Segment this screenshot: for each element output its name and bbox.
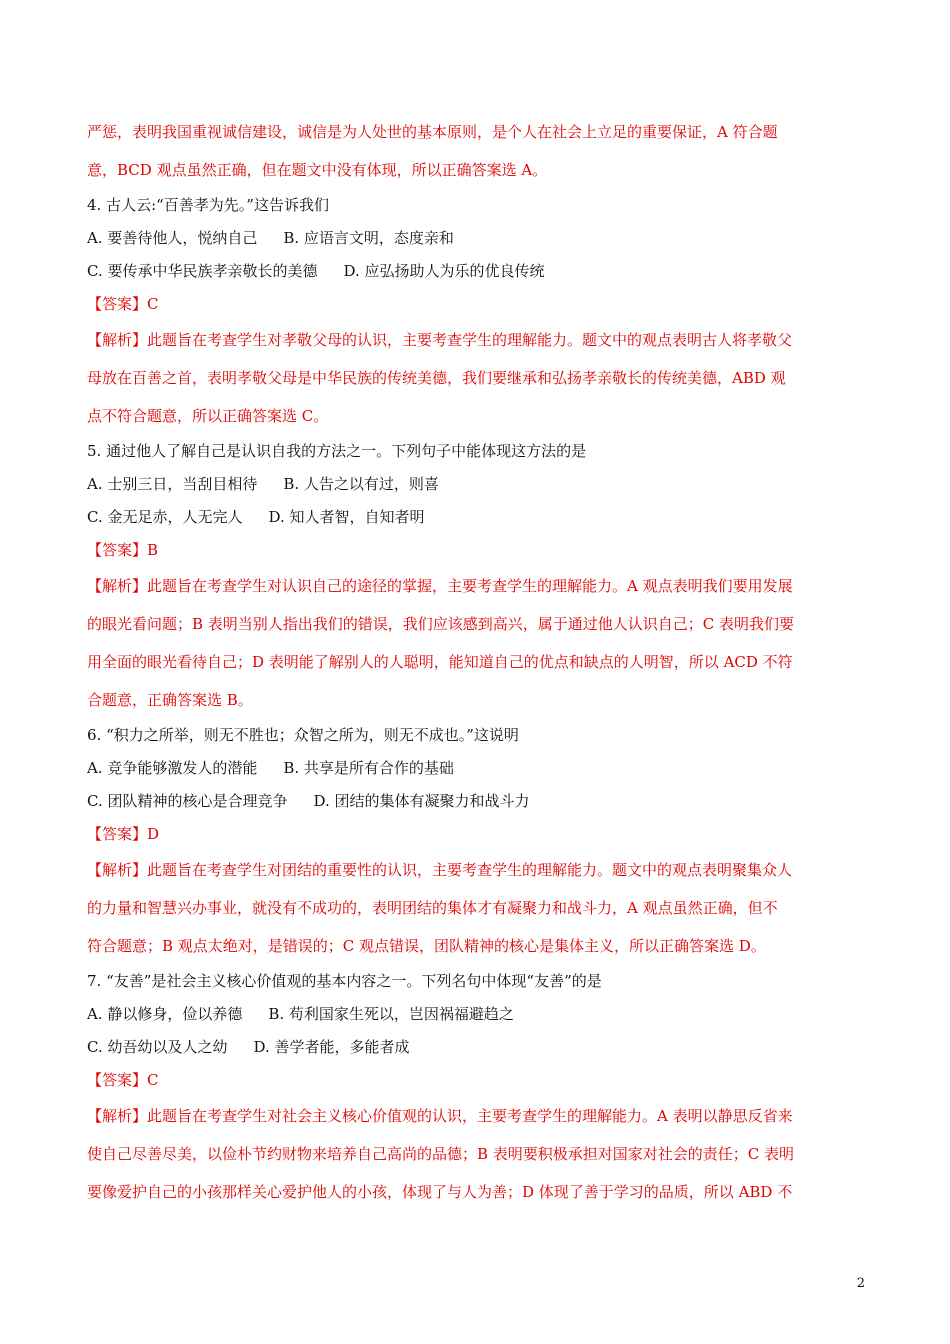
options-row	[87, 1031, 867, 1064]
analysis-line: 【解析】此题旨在考查学生对社会主义核心价值观的认识，主要考查学生的理解能力。A 表明以静思反省来	[87, 1107, 793, 1125]
analysis-line: 【解析】此题旨在考查学生对团结的重要性的认识，主要考查学生的理解能力。题文中的观点表明聚集众人	[87, 861, 793, 879]
document-content	[87, 113, 867, 1211]
answer-label: 【答案】C	[87, 295, 159, 313]
analysis-line: 符合题意；B 观点太绝对，是错误的；C 观点错误，团队精神的核心是集体主义，所以正确答案选 D。	[87, 937, 766, 955]
options-row	[87, 752, 867, 785]
analysis-line: 严惩，表明我国重视诚信建设，诚信是为人处世的基本原则，是个人在社会上立足的重要保证，A 符合题	[87, 123, 778, 141]
options-row	[87, 785, 867, 818]
answer-label: 【答案】C	[87, 1071, 159, 1089]
option-text: B. 应语言文明，态度亲和	[283, 229, 454, 247]
option-text: C. 幼吾幼以及人之幼	[87, 1038, 228, 1056]
option-text: D. 善学者能，多能者成	[253, 1038, 410, 1056]
analysis-line: 要像爱护自己的小孩那样关心爱护他人的小孩，体现了与人为善；D 体现了善于学习的品质，所以 ABD 不	[87, 1183, 793, 1201]
analysis-line: 母放在百善之首，表明孝敬父母是中华民族的传统美德，我们要继承和弘扬孝亲敬长的传统美德，ABD 观	[87, 369, 786, 387]
option-text: B. 苟利国家生死以，岂因祸福避趋之	[268, 1005, 514, 1023]
option-text: C. 要传承中华民族孝亲敬长的美德	[87, 262, 318, 280]
analysis-line: 使自己尽善尽美，以俭朴节约财物来培养自己高尚的品德；B 表明要积极承担对国家对社会的责任；C 表明	[87, 1145, 795, 1163]
analysis-line: 【解析】此题旨在考查学生对认识自己的途径的掌握，主要考查学生的理解能力。A 观点表明我们要用发展	[87, 577, 793, 595]
option-text: B. 人告之以有过，则喜	[283, 475, 439, 493]
option-text: D. 应弘扬助人为乐的优良传统	[343, 262, 545, 280]
option-text: D. 知人者智，自知者明	[268, 508, 425, 526]
analysis-line: 的眼光看问题；B 表明当别人指出我们的错误，我们应该感到高兴，属于通过他人认识自己；C 表明我们要	[87, 615, 795, 633]
answer-label: 【答案】D	[87, 825, 160, 843]
option-text: A. 竞争能够激发人的潜能	[87, 759, 258, 777]
question-stem: 6. “积力之所举，则无不胜也；众智之所为，则无不成也。”这说明	[87, 726, 519, 744]
options-row	[87, 501, 867, 534]
analysis-line: 点不符合题意，所以正确答案选 C。	[87, 407, 329, 425]
option-text: C. 团队精神的核心是合理竞争	[87, 792, 288, 810]
question-stem: 5. 通过他人了解自己是认识自我的方法之一。下列句子中能体现这方法的是	[87, 442, 587, 460]
option-text: A. 士别三日，当刮目相待	[87, 475, 258, 493]
option-text: B. 共享是所有合作的基础	[283, 759, 454, 777]
answer-label: 【答案】B	[87, 541, 159, 559]
question-stem: 7. “友善”是社会主义核心价值观的基本内容之一。下列名句中体现“友善”的是	[87, 972, 602, 990]
options-row	[87, 222, 867, 255]
analysis-line: 用全面的眼光看待自己；D 表明能了解别人的人聪明，能知道自己的优点和缺点的人明智，所以 ACD 不符	[87, 653, 793, 671]
analysis-line: 【解析】此题旨在考查学生对孝敬父母的认识，主要考查学生的理解能力。题文中的观点表明古人将孝敬父	[87, 331, 793, 349]
page-number: 2	[856, 1276, 865, 1291]
analysis-line: 意，BCD 观点虽然正确，但在题文中没有体现，所以正确答案选 A。	[87, 161, 548, 179]
option-text: D. 团结的集体有凝聚力和战斗力	[313, 792, 530, 810]
options-row	[87, 255, 867, 288]
option-text: C. 金无足赤，人无完人	[87, 508, 243, 526]
question-stem: 4. 古人云:“百善孝为先。”这告诉我们	[87, 196, 329, 214]
analysis-line: 的力量和智慧兴办事业，就没有不成功的，表明团结的集体才有凝聚力和战斗力，A 观点虽然正确，但不	[87, 899, 778, 917]
analysis-line: 合题意，正确答案选 B。	[87, 691, 253, 709]
option-text: A. 静以修身，俭以养德	[87, 1005, 243, 1023]
option-text: A. 要善待他人，悦纳自己	[87, 229, 258, 247]
options-row	[87, 998, 867, 1031]
options-row	[87, 468, 867, 501]
